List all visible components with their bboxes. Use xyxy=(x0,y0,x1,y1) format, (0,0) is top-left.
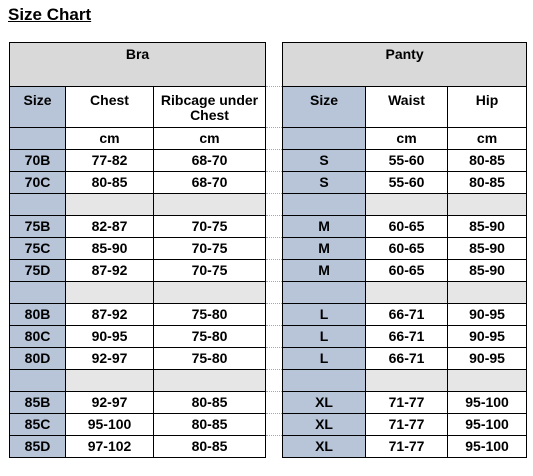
separator-cell xyxy=(66,370,154,392)
panty-measure-cell: 66-71 xyxy=(366,326,448,348)
separator-cell xyxy=(283,370,366,392)
panty-size-cell: L xyxy=(283,304,366,326)
bra-size-cell: 80B xyxy=(10,304,66,326)
separator-cell xyxy=(66,194,154,216)
units-row xyxy=(10,128,527,150)
panty-unit-cell: cm xyxy=(366,128,448,150)
bra-measure-cell: 75-80 xyxy=(154,304,266,326)
panty-measure-cell: 85-90 xyxy=(448,260,527,282)
bra-measure-cell: 70-75 xyxy=(154,216,266,238)
separator-row xyxy=(10,194,527,216)
panty-measure-cell: 71-77 xyxy=(366,392,448,414)
separator-cell xyxy=(448,194,527,216)
table-row xyxy=(10,414,527,436)
bra-size-cell: 70B xyxy=(10,150,66,172)
separator-cell xyxy=(154,194,266,216)
bra-measure-cell: 80-85 xyxy=(154,436,266,458)
panty-measure-cell: 71-77 xyxy=(366,414,448,436)
bra-measure-cell: 70-75 xyxy=(154,238,266,260)
table-gap xyxy=(266,370,283,392)
table-row xyxy=(10,304,527,326)
bra-size-cell: 80C xyxy=(10,326,66,348)
panty-size-cell: L xyxy=(283,348,366,370)
panty-size-cell: S xyxy=(283,172,366,194)
separator-cell xyxy=(366,282,448,304)
bra-unit-cell: cm xyxy=(66,128,154,150)
panty-measure-cell: 60-65 xyxy=(366,238,448,260)
bra-size-cell: 75B xyxy=(10,216,66,238)
panty-size-cell: XL xyxy=(283,392,366,414)
separator-cell xyxy=(283,194,366,216)
table-row xyxy=(10,392,527,414)
table-row xyxy=(10,172,527,194)
table-gap xyxy=(266,87,283,128)
panty-measure-cell: 66-71 xyxy=(366,348,448,370)
table-gap xyxy=(266,260,283,282)
bra-measure-cell: 77-82 xyxy=(66,150,154,172)
bra-measure-cell: 92-97 xyxy=(66,348,154,370)
bra-measure-cell: 75-80 xyxy=(154,326,266,348)
table-row xyxy=(10,326,527,348)
separator-cell xyxy=(154,370,266,392)
panty-measure-cell: 85-90 xyxy=(448,238,527,260)
bra-measure-cell: 90-95 xyxy=(66,326,154,348)
table-row xyxy=(10,348,527,370)
panty-measure-cell: 60-65 xyxy=(366,216,448,238)
panty-size-cell: XL xyxy=(283,436,366,458)
size-chart-table xyxy=(9,42,527,458)
bra-measure-cell: 97-102 xyxy=(66,436,154,458)
bra-size-cell: 80D xyxy=(10,348,66,370)
table-gap xyxy=(266,43,283,87)
bra-measure-cell: 68-70 xyxy=(154,172,266,194)
separator-cell xyxy=(10,194,66,216)
bra-column-header: Size xyxy=(10,87,66,128)
table-gap xyxy=(266,238,283,260)
table-row xyxy=(10,216,527,238)
panty-column-header: Waist xyxy=(366,87,448,128)
panty-measure-cell: 71-77 xyxy=(366,436,448,458)
panty-measure-cell: 80-85 xyxy=(448,172,527,194)
bra-size-cell: 85D xyxy=(10,436,66,458)
bra-measure-cell: 92-97 xyxy=(66,392,154,414)
panty-measure-cell: 85-90 xyxy=(448,216,527,238)
panty-unit-cell xyxy=(283,128,366,150)
bra-measure-cell: 87-92 xyxy=(66,304,154,326)
panty-measure-cell: 90-95 xyxy=(448,348,527,370)
panty-size-cell: M xyxy=(283,216,366,238)
table-gap xyxy=(266,216,283,238)
panty-size-cell: M xyxy=(283,238,366,260)
separator-cell xyxy=(66,282,154,304)
table-gap xyxy=(266,392,283,414)
bra-measure-cell: 80-85 xyxy=(154,392,266,414)
separator-cell xyxy=(283,282,366,304)
table-gap xyxy=(266,304,283,326)
table-gap xyxy=(266,172,283,194)
bra-column-header: Chest xyxy=(66,87,154,128)
bra-unit-cell xyxy=(10,128,66,150)
bra-measure-cell: 87-92 xyxy=(66,260,154,282)
page-title: Size Chart xyxy=(8,5,92,24)
separator-cell xyxy=(366,370,448,392)
bra-measure-cell: 82-87 xyxy=(66,216,154,238)
column-header-row xyxy=(10,87,527,128)
table-gap xyxy=(266,282,283,304)
bra-section-header: Bra xyxy=(10,43,266,87)
panty-measure-cell: 95-100 xyxy=(448,392,527,414)
panty-measure-cell: 55-60 xyxy=(366,172,448,194)
separator-row xyxy=(10,282,527,304)
table-gap xyxy=(266,128,283,150)
panty-column-header: Size xyxy=(283,87,366,128)
separator-cell xyxy=(366,194,448,216)
table-row xyxy=(10,238,527,260)
panty-column-header: Hip xyxy=(448,87,527,128)
size-chart-body xyxy=(10,43,527,458)
bra-column-header: Ribcage under Chest xyxy=(154,87,266,128)
table-gap xyxy=(266,436,283,458)
separator-cell xyxy=(448,282,527,304)
panty-measure-cell: 95-100 xyxy=(448,436,527,458)
bra-unit-cell: cm xyxy=(154,128,266,150)
panty-section-header: Panty xyxy=(283,43,527,87)
table-gap xyxy=(266,326,283,348)
separator-row xyxy=(10,370,527,392)
bra-size-cell: 75D xyxy=(10,260,66,282)
bra-measure-cell: 70-75 xyxy=(154,260,266,282)
table-row xyxy=(10,436,527,458)
panty-measure-cell: 55-60 xyxy=(366,150,448,172)
panty-measure-cell: 90-95 xyxy=(448,304,527,326)
panty-size-cell: L xyxy=(283,326,366,348)
bra-size-cell: 85C xyxy=(10,414,66,436)
panty-measure-cell: 60-65 xyxy=(366,260,448,282)
separator-cell xyxy=(10,370,66,392)
bra-measure-cell: 85-90 xyxy=(66,238,154,260)
table-gap xyxy=(266,194,283,216)
bra-measure-cell: 95-100 xyxy=(66,414,154,436)
table-gap xyxy=(266,414,283,436)
panty-measure-cell: 95-100 xyxy=(448,414,527,436)
panty-unit-cell: cm xyxy=(448,128,527,150)
separator-cell xyxy=(10,282,66,304)
panty-measure-cell: 66-71 xyxy=(366,304,448,326)
bra-size-cell: 70C xyxy=(10,172,66,194)
bra-measure-cell: 75-80 xyxy=(154,348,266,370)
panty-measure-cell: 80-85 xyxy=(448,150,527,172)
table-gap xyxy=(266,348,283,370)
bra-measure-cell: 80-85 xyxy=(154,414,266,436)
panty-measure-cell: 90-95 xyxy=(448,326,527,348)
panty-size-cell: S xyxy=(283,150,366,172)
table-gap xyxy=(266,150,283,172)
table-row xyxy=(10,150,527,172)
separator-cell xyxy=(448,370,527,392)
bra-size-cell: 75C xyxy=(10,238,66,260)
table-row xyxy=(10,260,527,282)
bra-size-cell: 85B xyxy=(10,392,66,414)
separator-cell xyxy=(154,282,266,304)
bra-measure-cell: 80-85 xyxy=(66,172,154,194)
panty-size-cell: XL xyxy=(283,414,366,436)
panty-size-cell: M xyxy=(283,260,366,282)
bra-measure-cell: 68-70 xyxy=(154,150,266,172)
section-header-row xyxy=(10,43,527,87)
